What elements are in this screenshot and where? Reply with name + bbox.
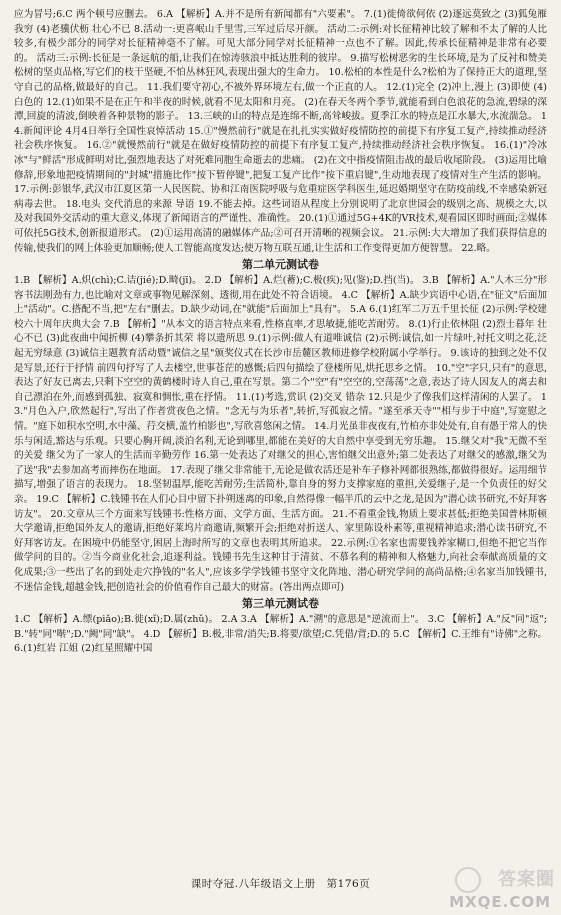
unit2-answers: 1.B 【解析】A.炽(chì);C.诘(jié);D.畸(jī)。 2.D 【解析】A.烂(蓄);C.极(疾);见(鉴);D.挡(当)。 3.B 【解析】A."人木三分"形容书法刚劲有力,也比喻对文章或事物见解深刻、透彻,用在此处不符合语境。 4.C 【解析】A.缺少宾语中心语,在"征文"后面加上"活动"。C.搭配不当,把"左右"删去。D.缺少动词,在"就能"后面加上"具有"。 5.A 6.(1)红军二万五千里长征 (2)示例:学校建校六十周年庆典大会 7.B 【解析】"从本文的语言特点来看,性格直率,才思敏捷,能吃苦耐劳。 8.(1)行止依林阻 (2)烈士暮年 壮心不已 (3)此夜曲中闻折柳 (4)攀条折其荣 将以遗所思 9.(1)示例:做人有道唯诚信 (2)示例:诚信,如一片绿叶,衬托文明之花,泛起无穷绿意 (3)诚信主题教育活动暨"诚信之星"颁奖仪式在长沙市岳麓区教师进修学校附属小学举行。 9.该诗的独到之处不仅是写景,还行于抒情 前四句抒写了人去楼空,世事苍茫的感慨;后四句描绘了登楼所见,烘托思乡之情。 10."空"字只,只有"的意思,表达了好友已离去,只剩下空空的黄鹤楼时诗人自己,重在写景。第二个"空"有"空空的,空荡荡"之意,表达了诗人因友人的离去和自己漂泊在外,而感到孤独、寂寞和惆怅,重在抒情。 11.(1)考选,赏识 (2)交叉 错杂 12.只是少了像我们这样清闲的人罢了。 13."月色入户,欣然起行",写出了作者赏夜色之情。"念无与为乐者",转折,写孤寂之情。"遂至承天寺""相与步于中庭",写宽慰之情。"庭下如积水空明,水中藻、荇交横,盖竹柏影也",写欣喜悠闲之情。 14.月光虽非夜夜有,竹柏亦非处处有,自有愚于常人的快乐与闲适,豁达与乐观。只要心胸开阔,淡泊名利,无论到哪里,都能在美好的大自然中享受到无穷乐趣。 15.继父对"我"无微不至的关爱 继父为了一家人的生活而辛勤劳作 16.第一处表达了对继父的担心,害怕继父出意外;第二处表达了对继父的感激,继父为了送"我"去参加高考而摔伤在地面。 17.表现了继父非常能干,无论是做农活还是补车子修补网都很熟练,都做得很好。运用细节描写,增强了语言的表现力。 18.坚韧温厚,能吃苦耐劳;生活简朴,靠自身的努力支撑家庭的重担,关爱继子,是一个负责任的好父亲。 19.C 【解析】C.钱锺书在人们心目中留下扑朔迷离的印象,自然得像一幅半爪的云中之龙,是因为"潜心读书研究,不好拜客访友"。 20.文章从三个方面来写钱锺书:性格方面、文学方面、生活方面。 21.不看重金钱,物质上要求甚低;拒绝美国普林斯顿大学邀请,拒绝国外友人的邀请,拒绝好莱坞片商邀请,频繁开会;拒绝对折送人、家里陈设朴素等,重视精神追求;潜心读书研究,不好拜客访友。在困境中仍能坚守,困居上海时所写的文章也表明其所追求。 22.示例:①名家也需要钱养家糊口,但绝不把它当作做学问的目的。②当今商业化社会,追逐利益。钱锺书先生这种甘于清贫、不慕名利的精神和人格魅力,向社会奉献高质量的文化成果;③一些出了名的到处走穴挣钱的"名人",应该多学学钱锺书坚守文化阵地、潜心研究学问的高尚品格;④名家当加钱锺书,不迷信金钱,超越金钱,把创造社会的价值看作自己最大的财富。(答出两点即可) [14, 275, 547, 593]
watermark-logo [435, 865, 555, 911]
page-footer: 课时夺冠.八年级语文上册 第176页 [190, 878, 371, 890]
watermark-text: 答案圈 [498, 869, 555, 890]
watermark-url: MXQE.COM [449, 893, 551, 911]
unit3-answers: 1.C 【解析】A.缥(piǎo);B.徙(xǐ);D.属(zhǔ)。 2.A 3.A 【解析】A."溯"的意思是"逆流而上"。 3.C 【解析】A."反"同"返";B."转"同"啭";D."阙"同"缺"。 4.D 【解析】B.极,非常/消失;B.将要/欲望;C.凭借/背;D.的 5.C 【解析】C.王维有"诗佛"之称。 6.(1)红岩 江姐 (2)红星照耀中国 [14, 614, 547, 655]
answer-page [14, 8, 547, 908]
unit2-title: 第二单元测试卷 [242, 258, 319, 272]
watermark-circle-icon [455, 867, 481, 893]
unit1-answers: 应为冒号;6.C 两个顿号应删去。 6.A 【解析】A.并不是所有新闻都有"六要素"。 7.(1)徙倚欲何依 (2)逐远莫致之 (3)狐兔雁我穷 (4)老骥伏枥 壮心不已 8.活动一:更喜岷山千里雪,三军过后尽开颜。 活动二:示例:对长征精神比较了解和不太了解的人比较多,有极少部分的同学对长征精神毫不了解。可见大部分同学对长征精神一点也不了解。因此,传承长征精神是非常有必要的。 活动三:示例:长征是一条远航的船,让我们在惊涛骇浪中抵达胜利的彼岸。 9.描写松树恶劣的生长环境,是为了反衬和赞美松树的坚贞品格,写它们的枝干坚硬,不怕丛林狂风,表现出强大的生命力。 10.松柏的本性是什么?松柏为了保持正大的道理,坚守自己的品格,做最好的自己。 11.我们要守初心,不被外界环境左右,做一个正直的人。 12.(1)完全 (2)冲上,漫上 (3)即使 (4)白色的 12.(1)如果不是在正午和半夜的时候,就看不见太阳和月亮。 (2)在春天冬两个季节,就能看到白色浪花的急流,碧绿的深潭,回旋的清波,倒映着各种景物的影子。 13.三峡的山的特点是连绵不断,高耸峻拔。夏季江水的特点是江水暴大,水流湍急。 14.新闻评论 4月4日举行全国性哀悼活动 15.①"慢然前行"就是在扎扎实实做好疫情防控的前提下有序复工复产,持续推动经济社会秩序恢复。 16.②"就慢然前行"就是在做好疫情防控的前提下有序复工复产,持续推动经济社会秩序恢复。 16.(1)"冷冰冰"与"鲜活"形成鲜明对比,强烈地表达了对死难同胞生命逝去的悲痛。 (2)在文中指疫情阻击战的最后收尾阶段。 (3)运用比喻修辞,形象地把疫情期间的"封城"措施比作"按下暂停键",把复工复产比作"按下重启键",生动地表现了疫情对生产生活的影响。 17.示例:彭银华,武汉市江夏区第一人民医院、协和江南医院呼吸与危重症医学科医生,延迟婚期坚守在防疫前线,不幸感染新冠病毒去世。 18.电头 交代消息的来源 导语 19.不能去掉。这些词语从程度上分别说明了北京世园会的级别之高、规模之大,以及对我国外交活动的重大意义,体现了新闻语言的严谨性、准确性。 20.(1)①通过5G+4K的VR技术,观看园区即时画面;②媒体可依托5G技术,创新报道形式。 (2)①运用高清的融媒体产品;②可召开清晰的视频会议。 21.示例:大大增加了我们获得信息的传输,使我们的网上体验更加顺畅;使人工智能高度发达;使万物互联互通,让生活和工作变得更加方便智慧。 22.略。 [14, 9, 547, 254]
unit3-title: 第三单元测试卷 [242, 597, 319, 611]
